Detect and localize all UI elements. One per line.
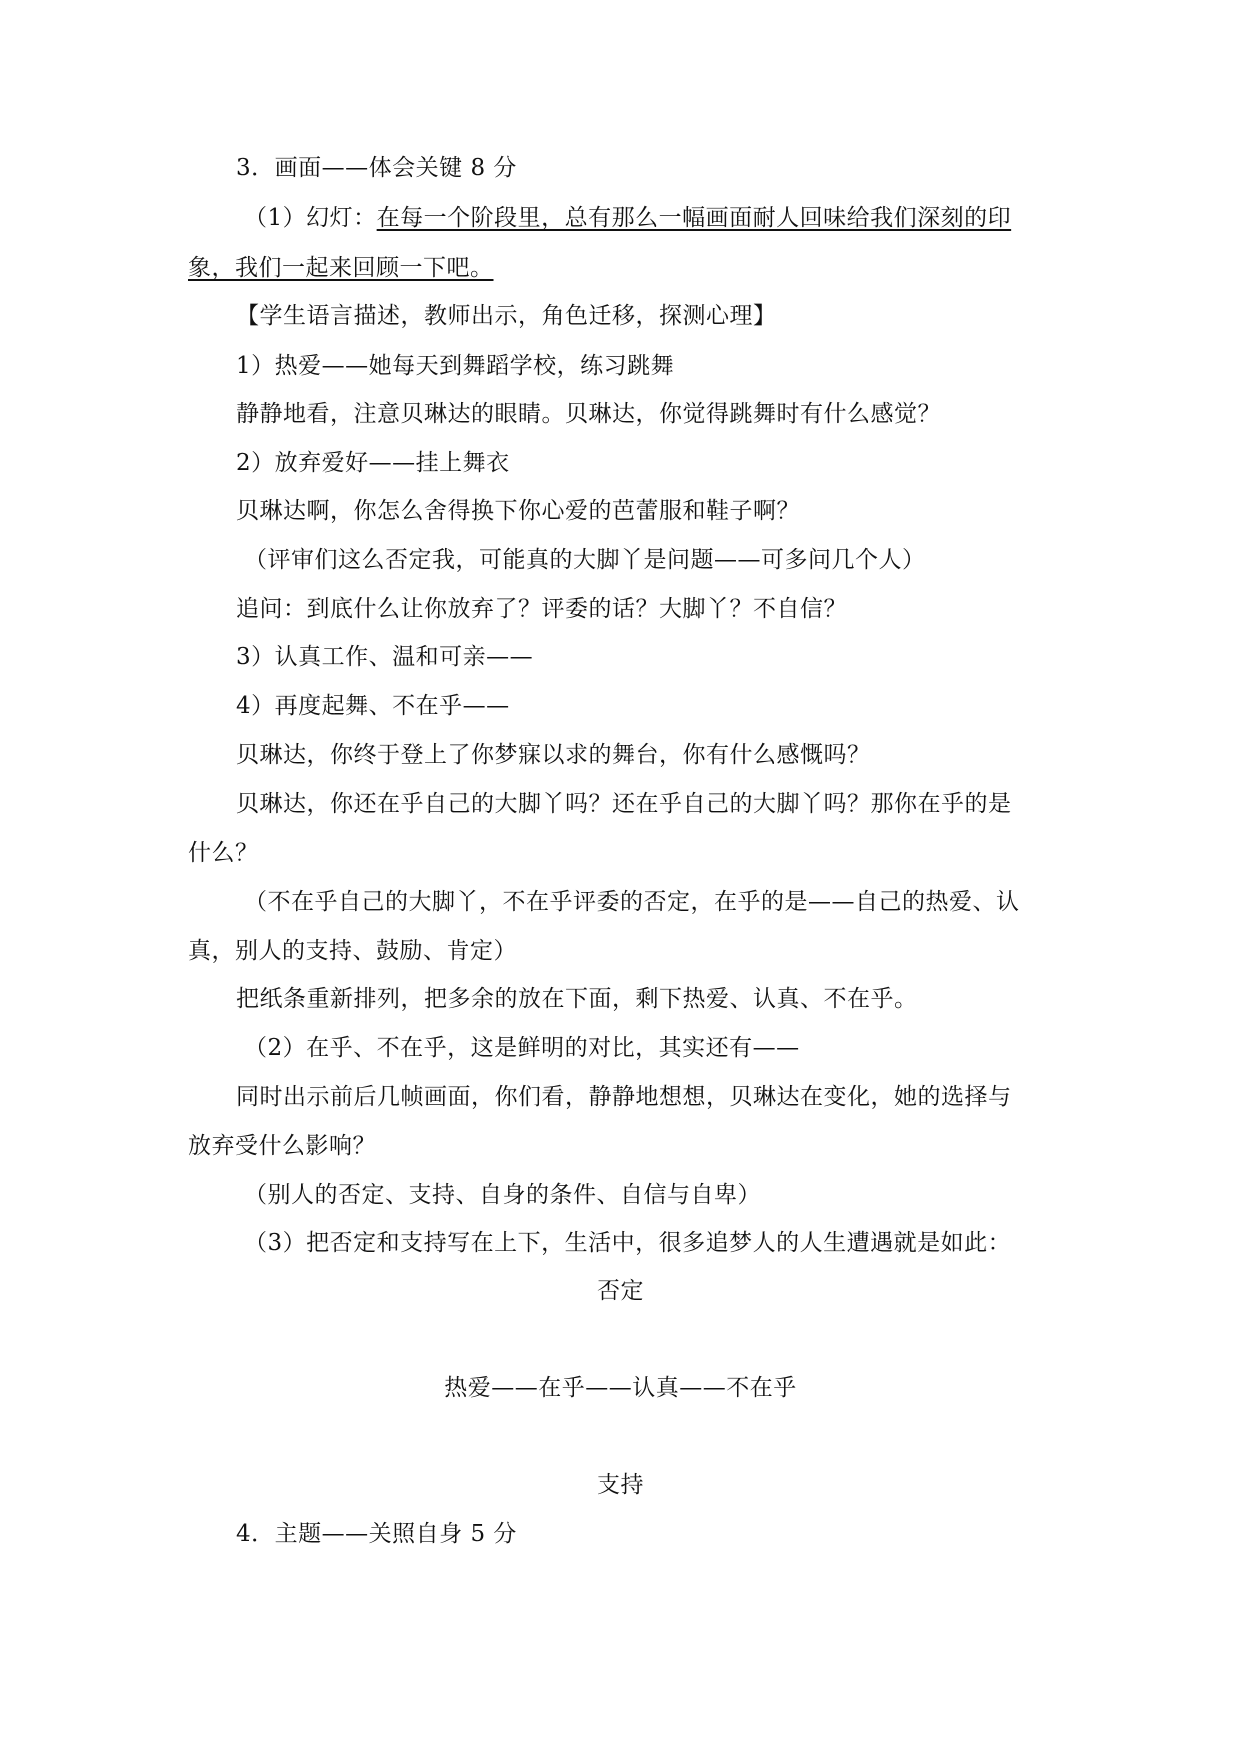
- paragraph-line: 同时出示前后几帧画面，你们看，静静地想想，贝琳达在变化，她的选择与: [236, 1084, 1012, 1110]
- section-heading: 3．画面——体会关键 8 分: [236, 155, 517, 181]
- paragraph-line: 【学生语言描述，教师出示，角色迁移，探测心理】: [236, 303, 777, 329]
- paragraph-line: 真，别人的支持、鼓励、肯定）: [188, 938, 517, 964]
- paragraph-line: 2）放弃爱好——挂上舞衣: [236, 450, 510, 476]
- paragraph-line: 什么？: [188, 840, 259, 866]
- paragraph-line: 静静地看，注意贝琳达的眼睛。贝琳达，你觉得跳舞时有什么感觉？: [236, 401, 941, 427]
- paragraph-line: 4）再度起舞、不在乎——: [236, 693, 510, 719]
- paragraph-line: （别人的否定、支持、自身的条件、自信与自卑）: [244, 1182, 761, 1208]
- diagram-label-middle: 热爱——在乎——认真——不在乎: [444, 1375, 797, 1401]
- paragraph-line: （3）把否定和支持写在上下，生活中，很多追梦人的人生遭遇就是如此：: [244, 1230, 1012, 1256]
- paragraph-line: 3）认真工作、温和可亲——: [236, 644, 534, 670]
- paragraph-line: 贝琳达啊，你怎么舍得换下你心爱的芭蕾服和鞋子啊？: [236, 498, 800, 524]
- underlined-text: 在每一个阶段里，总有那么一幅画面耐人回味给我们深刻的印: [376, 205, 1012, 231]
- paragraph-line: 贝琳达，你终于登上了你梦寐以求的舞台，你有什么感慨吗？: [236, 742, 871, 768]
- paragraph-line: （2）在乎、不在乎，这是鲜明的对比，其实还有——: [244, 1035, 800, 1061]
- paragraph-line: 追问：到底什么让你放弃了？评委的话？大脚丫？不自信？: [236, 596, 847, 622]
- paragraph-line: 把纸条重新排列，把多余的放在下面，剩下热爱、认真、不在乎。: [236, 986, 918, 1012]
- paragraph-line: 贝琳达，你还在乎自己的大脚丫吗？还在乎自己的大脚丫吗？那你在乎的是: [236, 791, 1012, 817]
- paragraph-line: [188, 254, 494, 282]
- diagram-label-top: 否定: [597, 1278, 644, 1304]
- section-heading: 4．主题——关照自身 5 分: [236, 1521, 517, 1547]
- paragraph-line: （不在乎自己的大脚丫，不在乎评委的否定，在乎的是——自己的热爱、认: [244, 889, 1020, 915]
- paragraph-line: 放弃受什么影响？: [188, 1133, 376, 1159]
- line-prefix: （1）幻灯：: [244, 205, 377, 231]
- paragraph-line: （评审们这么否定我，可能真的大脚丫是问题——可多问几个人）: [244, 547, 926, 573]
- paragraph-line: 1）热爱——她每天到舞蹈学校，练习跳舞: [236, 353, 675, 379]
- diagram-label-bottom: 支持: [597, 1472, 644, 1498]
- paragraph-line: [244, 204, 1011, 232]
- underlined-text: 象，我们一起来回顾一下吧。: [188, 255, 494, 281]
